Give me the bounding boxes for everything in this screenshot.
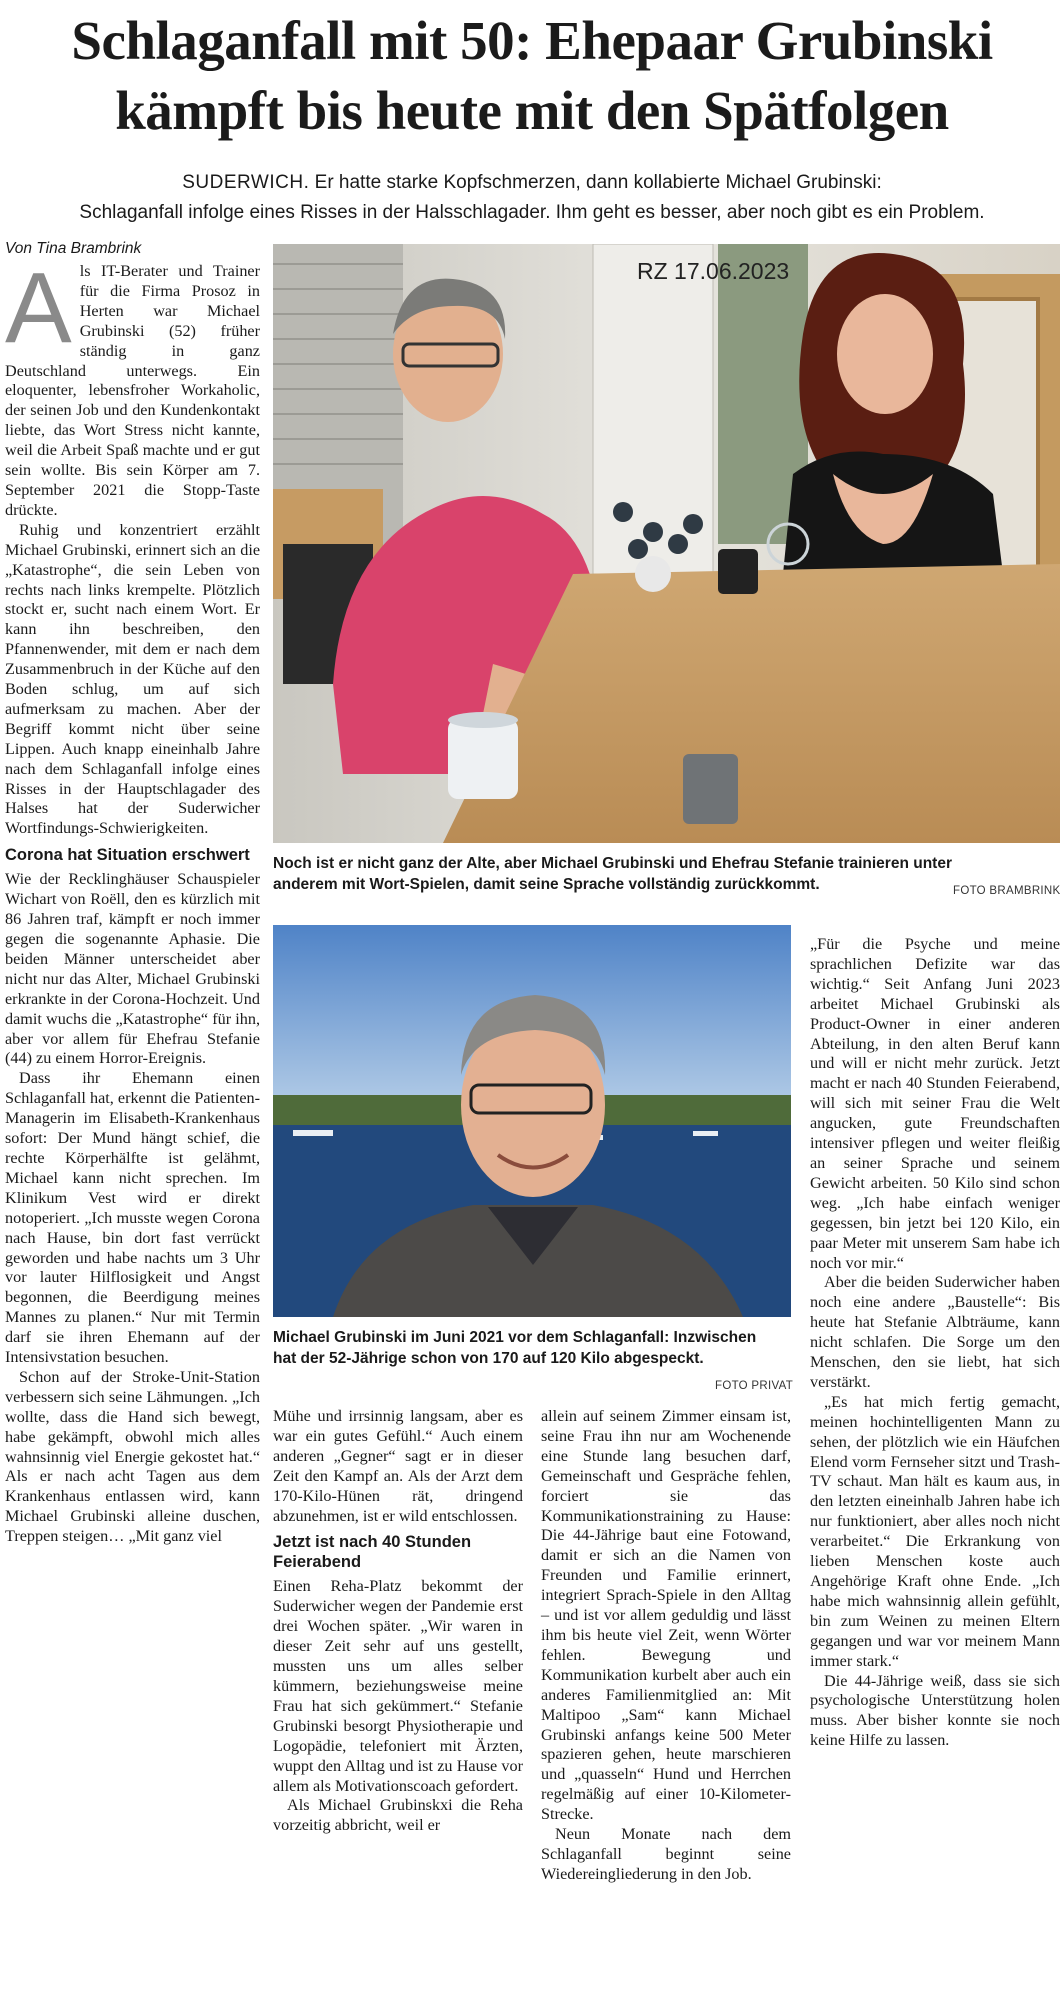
paragraph: Neun Monate nach dem Schlaganfall beginnt seine Wiedereingliederung in den Job. — [541, 1825, 791, 1883]
paragraph-text: ls IT-Berater und Trainer für die Firma Prosoz in Herten war Michael Grubinski (52) früher ständig in ganz Deutschland unterwegs. Ein eloquenter, lebensfroher Workaholic, der seinen Job und den Kundenkontakt liebte, das Wort Stress nicht kannte, weil die Arbeit Spaß machte und er gut sein wollte. Bis sein Körper am 7. September 2021 die Stopp-Taste drückte. — [5, 262, 260, 519]
headline — [0, 6, 1064, 146]
paragraph: Schon auf der Stroke-Unit-Station verbessern sich seine Lähmungen. „Ich wollte, dass die Hand sich bewegt, habe gekämpft, obwohl mich alles wahnsinnig viel Energie gekostet hat.“ Als er nach acht Tagen aus dem Krankenhaus entlassen wird, kann Michael Grubinski alleine duschen, Treppen steigen… „Mit ganz viel — [5, 1367, 260, 1546]
couple-photo-image — [273, 244, 1060, 843]
portrait-photo — [273, 925, 791, 1317]
article-column-4 — [810, 935, 1060, 1751]
byline: Von Tina Brambrink — [5, 240, 142, 257]
photo-credit-2: FOTO PRIVAT — [715, 1380, 794, 1392]
article-column-3 — [541, 1407, 791, 1885]
portrait-photo-image — [273, 925, 791, 1317]
paragraph: „Es hat mich fertig gemacht, meinen hochintelligenten Mann zu sehen, der plötzlich wie ein Häufchen Elend vorm Fernseher sitzt und Trash-TV schaut. Man hält es kaum aus, in den letzten eineinhalb Jahren habe ich nur funktioniert, aber alles noch nicht verarbeitet.“ Die Erkrankung von lieben Menschen koste auch Angehörige Kraft ohne Ende. „Ich habe mich wahnsinnig allein gefühlt, bin zum Weinen zu meinen Eltern gegangen und war vor meinem Mann immer stark.“ — [810, 1392, 1060, 1670]
paragraph: allein auf seinem Zimmer einsam ist, seine Frau ihn nur am Wochenende eine Stunde lang besuchen darf, Gemeinschaft und Gespräche fehlen, forciert sie das Kommunikationstraining zu Hause: Die 44-Jährige baut eine Fotowand, damit er sich an die Namen von Freunden und Familie erinnert, integriert Sprach-Spiele in den Alltag – und ist vor allem geduldig und lässt ihm bis heute viel Zeit, wenn Wörter fehlen. Bewegung und Kommunikation kurbelt aber auch ein anderes Familienmitglied an: Mit Maltipoo „Sam“ kann Michael Grubinski anfangs keine 500 Meter spazieren gehen, heute marschieren und „quasseln“ Hund und Herrchen regelmäßig auf einer 10-Kilometer-Strecke. — [541, 1407, 791, 1824]
paragraph: Ruhig und konzentriert erzählt Michael Grubinski, erinnert sich an die „Katastrophe“, die sein Leben von rechts nach links krempelte. Plötzlich stockt er, sucht nach einem Wort. Er kann ihn beschreiben, den Pfannenwender, mit dem er nach dem Zusammenbruch in der Küche auf den Boden schlug, um auf sich aufmerksam zu machen. Aber der Begriff kommt nicht über seine Lippen. Auch knapp eineinhalb Jahre nach dem Schlaganfall infolge eines Risses in der Hauptschlagader des Halses hat der Suderwicher Wortfindungs-Schwierigkeiten. — [5, 520, 260, 838]
couple-photo — [273, 244, 1060, 843]
subheading: Jetzt ist nach 40 Stunden Feierabend — [273, 1533, 472, 1572]
article-column-1 — [5, 252, 260, 1547]
lead-place: SUDERWICH. — [182, 172, 310, 193]
paragraph: „Für die Psyche und meine sprachlichen Defizite war das wichtig.“ Seit Anfang Juni 2023 arbeitet Michael Grubinski als Product-Owner in einer anderen Abteilung, in den alten Beruf kann und will er nicht mehr zurück. Jetzt macht er nach 40 Stunden Feierabend, will sich mit seiner Frau die Welt angucken, gute Freundschaften intensiver pflegen und weiter fleißig an seiner Sprache und seinem Gewicht arbeiten. 50 Kilo sind schon weg. „Ich habe einfach weniger gegessen, bin jetzt bei 120 Kilo, ein paar Meter mit unserem Sam habe ich noch vor mir.“ — [810, 935, 1060, 1272]
lead-text-2: Schlaganfall infolge eines Risses in der Halsschlagader. Ihm geht es besser, aber noch gibt es ein Problem. — [79, 202, 985, 223]
lead-paragraph — [0, 168, 1064, 228]
drop-cap: A — [5, 252, 72, 364]
subheading: Corona hat Situation erschwert — [5, 846, 250, 865]
paragraph: Aber die beiden Suderwicher haben noch eine andere „Baustelle“: Bis heute hat Stefanie Albträume, kann nicht schlafen. Die Sorge um den Menschen, den sie liebt, hat sich verstärkt. — [810, 1273, 1060, 1391]
photo-credit-1: FOTO BRAMBRINK — [953, 885, 1061, 897]
paragraph: Mühe und irrsinnig langsam, aber es war ein gutes Gefühl.“ Auch einem anderen „Gegner“ sagt er in dieser Zeit den Kampf an. Als der Arzt dem 170-Kilo-Hünen rät, dringend abzunehmen, ist er wild entschlossen. — [273, 1407, 523, 1525]
headline-line-2: kämpft bis heute mit den Spätfolgen — [115, 80, 949, 141]
lead-text-1: Er hatte starke Kopfschmerzen, dann kollabierte Michael Grubinski: — [314, 172, 882, 193]
paragraph: Dass ihr Ehemann einen Schlaganfall hat, erkennt die Patienten-Managerin im Elisabeth-Krankenhaus sofort: Der Mund hängt schief, die rechte Körperhälfte ist gelähmt, Michael kann nicht sprechen. Im Klinikum Vest wird er direkt notoperiert. „Ich musste wegen Corona nach Hause, bin dort fast verrückt geworden und habe nachts um 3 Uhr vor lauter Hilflosigkeit und Angst begonnen, die Beerdigung meines Mannes zu planen.“ Nur mit Termin darf sie ihren Ehemann auf der Intensivstation besuchen. — [5, 1069, 260, 1367]
photo-caption-2: Michael Grubinski im Juni 2021 vor dem Schlaganfall: Inzwischen hat der 52-Jährige schon von 170 auf 120 Kilo abgespeckt. — [273, 1329, 757, 1367]
paragraph: Wie der Recklinghäuser Schauspieler Wichart von Roëll, den es kürzlich mit 86 Jahren traf, kämpft er noch immer gegen die sogenannte Aphasie. Die beiden Männer unterscheidet aber nicht nur das Alter, Michael Grubinski erkrankte in der Corona-Hochzeit. Und damit wuchs die „Katastrophe“ für ihn, aber vor allem für Ehefrau Stefanie (44) zu einem Horror-Ereignis. — [5, 870, 260, 1068]
article-column-2 — [273, 1407, 523, 1836]
date-stamp: RZ 17.06.2023 — [637, 258, 790, 284]
photo-caption-1: Noch ist er nicht ganz der Alte, aber Michael Grubinski und Ehefrau Stefanie trainieren unter anderem mit Wort-Spielen, damit seine Sprache vollständig zurückkommt. — [273, 855, 952, 893]
paragraph: Einen Reha-Platz bekommt der Suderwicher wegen der Pandemie erst drei Wochen später. „Wir waren in dieser Zeit sehr auf uns gestellt, mussten uns um alles selber kümmern, beziehungsweise meine Frau hat sich gekümmert.“ Stefanie Grubinski besorgt Physiotherapie und Logopädie, telefoniert mit Ärzten, wuppt den Alltag und ist zu Hause vor allem als Motivationscoach gefordert. — [273, 1577, 523, 1795]
headline-line-1: Schlaganfall mit 50: Ehepaar Grubinski — [71, 10, 993, 71]
paragraph — [5, 252, 260, 521]
paragraph: Die 44-Jährige weiß, dass sie sich psychologische Unterstützung holen muss. Aber bisher konnte sie noch keine Hilfe zu lassen. — [810, 1671, 1060, 1750]
paragraph: Als Michael Grubinskxi die Reha vorzeitig abbricht, weil er — [273, 1796, 523, 1835]
